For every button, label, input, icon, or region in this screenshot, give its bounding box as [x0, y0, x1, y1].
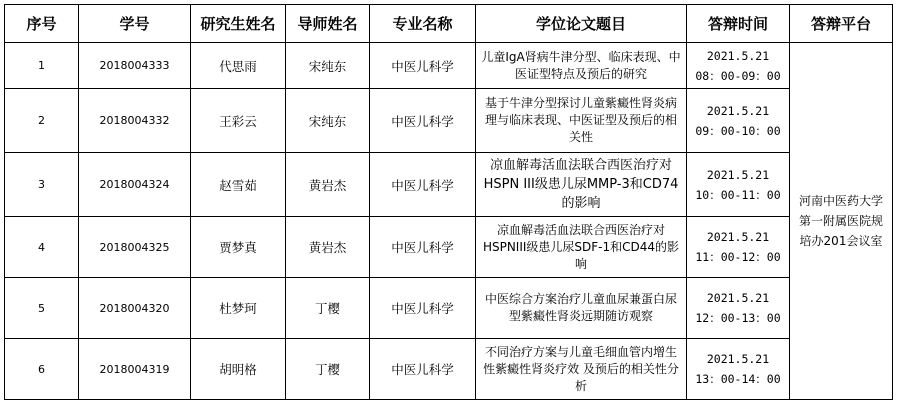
- cell-major: 中医儿科学: [370, 89, 476, 153]
- table-row: [5, 339, 893, 400]
- cell-student-id: 2018004325: [79, 217, 191, 278]
- cell-thesis: 中医综合方案治疗儿童血尿兼蛋白尿型紫癜性肾炎远期随访观察: [476, 278, 687, 339]
- cell-major: 中医儿科学: [370, 43, 476, 89]
- table-header: [5, 5, 893, 43]
- defense-date: 2021.5.21: [706, 103, 770, 118]
- header-no: 序号: [5, 5, 79, 43]
- header-defense-time: 答辩时间: [687, 5, 790, 43]
- cell-student-id: 2018004332: [79, 89, 191, 153]
- cell-advisor: 宋纯东: [286, 43, 370, 89]
- table-row: [5, 153, 893, 217]
- header-defense-venue: 答辩平台: [790, 5, 893, 43]
- cell-student-id: 2018004320: [79, 278, 191, 339]
- cell-defense-time: [687, 278, 790, 339]
- cell-thesis: 儿童IgA肾病牛津分型、临床表现、中医证型特点及预后的研究: [476, 43, 687, 89]
- cell-student-name: 贾梦真: [191, 217, 286, 278]
- header-student-name: 研究生姓名: [191, 5, 286, 43]
- header-thesis: 学位论文题目: [476, 5, 687, 43]
- table-row: [5, 217, 893, 278]
- defense-hours: 10：00-11：00: [695, 187, 781, 202]
- defense-hours: 13：00-14：00: [695, 372, 781, 386]
- cell-major: 中医儿科学: [370, 217, 476, 278]
- cell-defense-time: [687, 153, 790, 217]
- defense-date: 2021.5.21: [706, 291, 770, 305]
- cell-no: 5: [5, 278, 79, 339]
- cell-no: 2: [5, 89, 79, 153]
- cell-student-id: 2018004319: [79, 339, 191, 400]
- cell-thesis: 基于牛津分型探讨儿童紫癜性肾炎病理与临床表现、中医证型及预后的相关性: [476, 89, 687, 153]
- cell-student-id: 2018004324: [79, 153, 191, 217]
- header-major: 专业名称: [370, 5, 476, 43]
- cell-no: 6: [5, 339, 79, 400]
- header-student-id: 学号: [79, 5, 191, 43]
- cell-student-name: 杜梦珂: [191, 278, 286, 339]
- table-row: [5, 43, 893, 89]
- cell-no: 3: [5, 153, 79, 217]
- cell-student-name: 代思雨: [191, 43, 286, 89]
- cell-student-name: 胡明格: [191, 339, 286, 400]
- cell-advisor: 丁樱: [286, 339, 370, 400]
- cell-major: 中医儿科学: [370, 339, 476, 400]
- defense-schedule: [4, 4, 892, 400]
- cell-advisor: 宋纯东: [286, 89, 370, 153]
- cell-student-id: 2018004333: [79, 43, 191, 89]
- cell-student-name: 赵雪茹: [191, 153, 286, 217]
- cell-major: 中医儿科学: [370, 278, 476, 339]
- cell-thesis: 不同治疗方案与儿童毛细血管内增生性紫癜性肾炎疗效 及预后的相关性分析: [476, 339, 687, 400]
- defense-hours: 08：00-09：00: [695, 68, 781, 83]
- defense-hours: 12：00-13：00: [695, 311, 781, 325]
- cell-defense-time: [687, 43, 790, 89]
- defense-date: 2021.5.21: [706, 48, 770, 63]
- table-row: [5, 89, 893, 153]
- defense-date: 2021.5.21: [706, 167, 770, 182]
- cell-venue: 河南中医药大学第一附属医院规培办201会议室: [790, 43, 893, 400]
- cell-defense-time: [687, 217, 790, 278]
- table-body: [5, 43, 893, 400]
- cell-thesis: 凉血解毒活血法联合西医治疗对HSPN III级患儿尿MMP-3和CD74的影响: [476, 153, 687, 217]
- cell-advisor: 黄岩杰: [286, 217, 370, 278]
- cell-defense-time: [687, 339, 790, 400]
- defense-hours: 11：00-12：00: [695, 250, 781, 264]
- header-row: [5, 5, 893, 43]
- table-row: [5, 278, 893, 339]
- cell-no: 4: [5, 217, 79, 278]
- cell-major: 中医儿科学: [370, 153, 476, 217]
- defense-schedule-table: [4, 4, 893, 400]
- cell-advisor: 丁樱: [286, 278, 370, 339]
- cell-student-name: 王彩云: [191, 89, 286, 153]
- cell-advisor: 黄岩杰: [286, 153, 370, 217]
- defense-date: 2021.5.21: [706, 230, 770, 244]
- cell-thesis: 凉血解毒活血法联合西医治疗对HSPNIII级患儿尿SDF-1和CD44的影响: [476, 217, 687, 278]
- cell-no: 1: [5, 43, 79, 89]
- defense-hours: 09：00-10：00: [695, 123, 781, 138]
- header-advisor: 导师姓名: [286, 5, 370, 43]
- cell-defense-time: [687, 89, 790, 153]
- defense-date: 2021.5.21: [706, 352, 770, 366]
